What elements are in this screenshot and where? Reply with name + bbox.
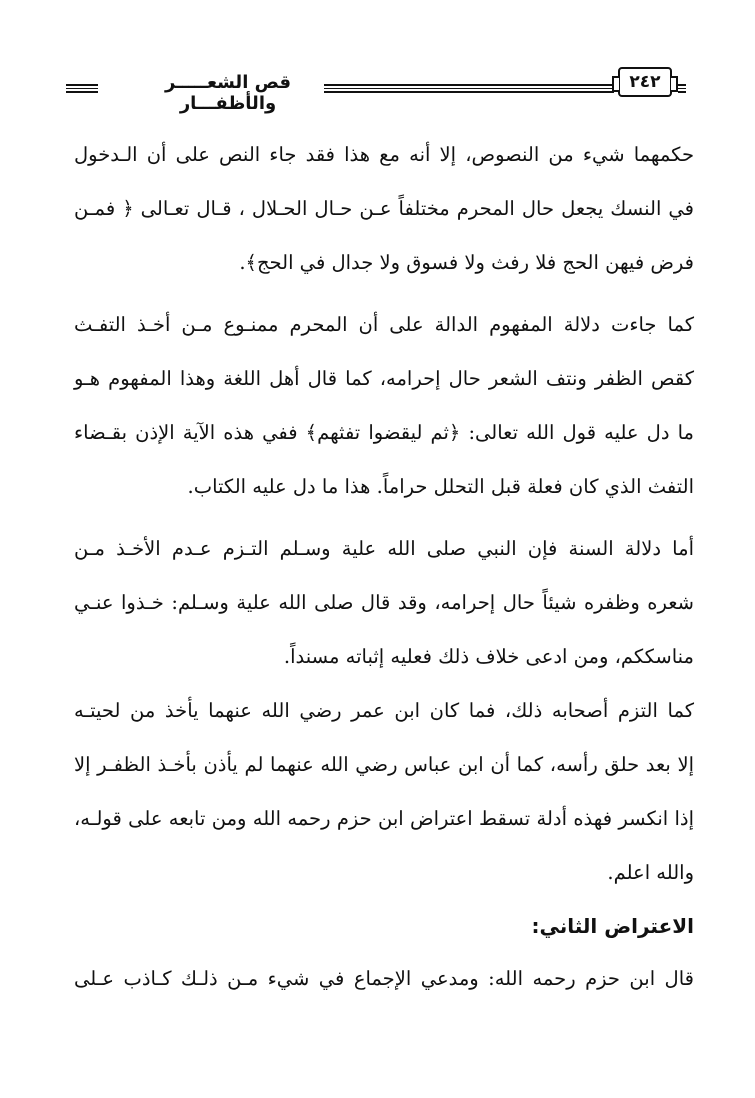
header-rule-right: [678, 84, 686, 93]
section-subheading: الاعتراض الثاني:: [531, 914, 694, 938]
paragraph-1: [74, 128, 694, 290]
text-line: إذا انكسر فهذه أدلة تسقط اعتراض ابن حزم رحمه الله ومن تابعه على قولـه،: [74, 807, 694, 830]
header-rule-middle: [324, 84, 614, 93]
text-line: ما دل عليه قول الله تعالى: ﴿ثم ليقضوا تفثهم﴾ ففي هذه الآية الإذن بقـضاء: [74, 421, 694, 444]
text-line: أما دلالة السنة فإن النبي صلى الله علية وسـلم التـزم عـدم الأخـذ مـن: [74, 537, 694, 560]
text-line: كقص الظفر ونتف الشعر حال إحرامه، كما قال أهل اللغة وهذا المفهوم هـو: [74, 367, 694, 390]
text-line: شعره وظفره شيئاً حال إحرامه، وقد قال صلى الله علية وسـلم: خـذوا عنـي: [74, 591, 694, 614]
header-rule-left: [66, 84, 98, 93]
text-line: كما التزم أصحابه ذلك، فما كان ابن عمر رضي الله عنهما يأخذ من لحيتـه: [74, 699, 694, 722]
text-line: إلا بعد حلق رأسه، كما أن ابن عباس رضي الله عنهما لم يأذن بأخـذ الظفـر إلا: [74, 753, 694, 776]
running-title: قص الشعـــــر والأظفـــار: [165, 72, 291, 114]
page-header: [66, 62, 686, 112]
text-line: مناسككم، ومن ادعى خلاف ذلك فعليه إثباته مسنداً.: [283, 645, 694, 668]
paragraph-2: [74, 298, 694, 514]
paragraph-4: [74, 684, 694, 900]
text-line: في النسك يجعل حال المحرم مختلفاً عـن حـال الحـلال ، قـال تعـالى ﴿ فمـن: [74, 197, 694, 220]
page-number: ٢٤٢: [618, 67, 672, 97]
paragraph-3: [74, 522, 694, 684]
text-line: والله اعلم.: [607, 861, 694, 884]
text-line: قال ابن حزم رحمه الله: ومدعي الإجماع في شيء مـن ذلـك كـاذب عـلى: [74, 967, 694, 990]
text-line: فرض فيهن الحج فلا رفث ولا فسوق ولا جدال في الحج﴾.: [239, 251, 694, 274]
text-line: كما جاءت دلالة المفهوم الدالة على أن المحرم ممنـوع مـن أخـذ التفـث: [74, 313, 694, 336]
page-body: [74, 128, 694, 1006]
text-line: حكمهما شيء من النصوص، إلا أنه مع هذا فقد جاء النص على أن الـدخول: [74, 143, 694, 166]
text-line: التفث الذي كان فعلة قبل التحلل حراماً. هذا ما دل عليه الكتاب.: [187, 475, 694, 498]
